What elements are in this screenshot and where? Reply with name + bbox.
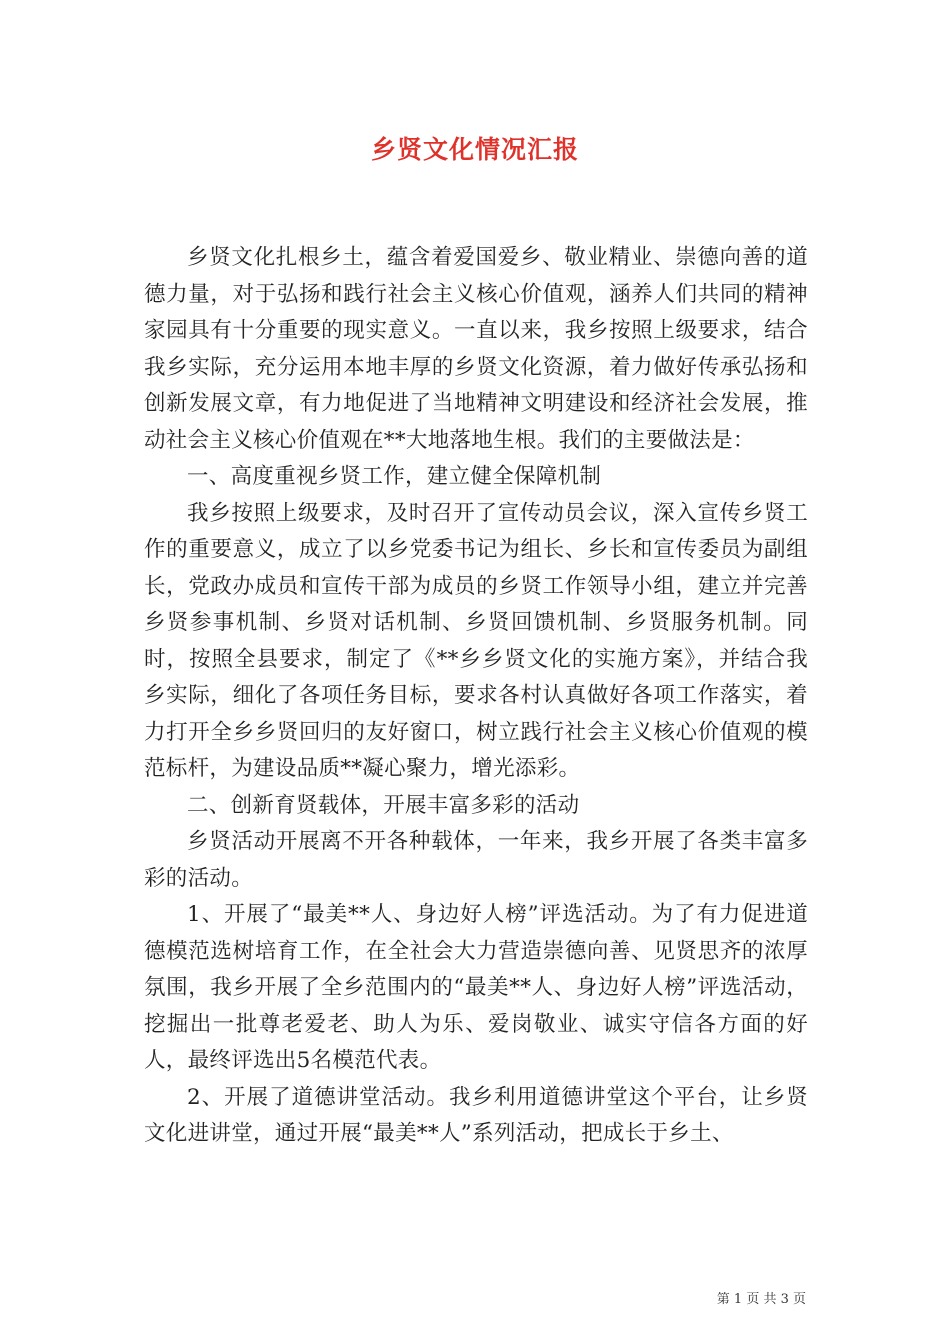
paragraph-item-1: 1、开展了“最美**人、身边好人榜”评选活动。为了有力促进道德模范选树培育工作，在全社会大力营造崇德向善、见贤思齐的浓厚氛围，我乡开展了全乡范围内的“最美**人、身边好人榜”评选活动，挖掘出一批尊老爱老、助人为乐、爱岗敬业、诚实守信各方面的好人，最终评选出5名模范代表。 [144, 902, 808, 1073]
paragraph-intro: 乡贤文化扎根乡土，蕴含着爱国爱乡、敬业精业、崇德向善的道德力量，对于弘扬和践行社会主义核心价值观，涵养人们共同的精神家园具有十分重要的现实意义。一直以来，我乡按照上级要求，结合我乡实际，充分运用本地丰厚的乡贤文化资源，着力做好传承弘扬和创新发展文章，有力地促进了当地精神文明建设和经济社会发展，推动社会主义核心价值观在**大地落地生根。我们的主要做法是： [144, 245, 808, 453]
section-heading-1: 一、高度重视乡贤工作，建立健全保障机制 [187, 464, 602, 489]
document-body [144, 240, 808, 1153]
paragraph-section-2: 乡贤活动开展离不开各种载体，一年来，我乡开展了各类丰富多彩的活动。 [144, 829, 808, 891]
paragraph-section-1: 我乡按照上级要求，及时召开了宣传动员会议，深入宣传乡贤工作的重要意义，成立了以乡党委书记为组长、乡长和宣传委员为副组长，党政办成员和宣传干部为成员的乡贤工作领导小组，建立并完善乡贤参事机制、乡贤对话机制、乡贤回馈机制、乡贤服务机制。同时，按照全县要求，制定了《**乡乡贤文化的实施方案》，并结合我乡实际，细化了各项任务目标，要求各村认真做好各项工作落实，着力打开全乡乡贤回归的友好窗口，树立践行社会主义核心价值观的模范标杆，为建设品质**凝心聚力，增光添彩。 [144, 500, 808, 781]
paragraph-item-2: 2、开展了道德讲堂活动。我乡利用道德讲堂这个平台，让乡贤文化进讲堂，通过开展“最美**人”系列活动，把成长于乡土、 [144, 1084, 808, 1146]
page-number: 第 1 页 共 3 页 [716, 1292, 806, 1307]
document-title: 乡贤文化情况汇报 [370, 135, 579, 164]
section-heading-2: 二、创新育贤载体，开展丰富多彩的活动 [187, 792, 580, 818]
